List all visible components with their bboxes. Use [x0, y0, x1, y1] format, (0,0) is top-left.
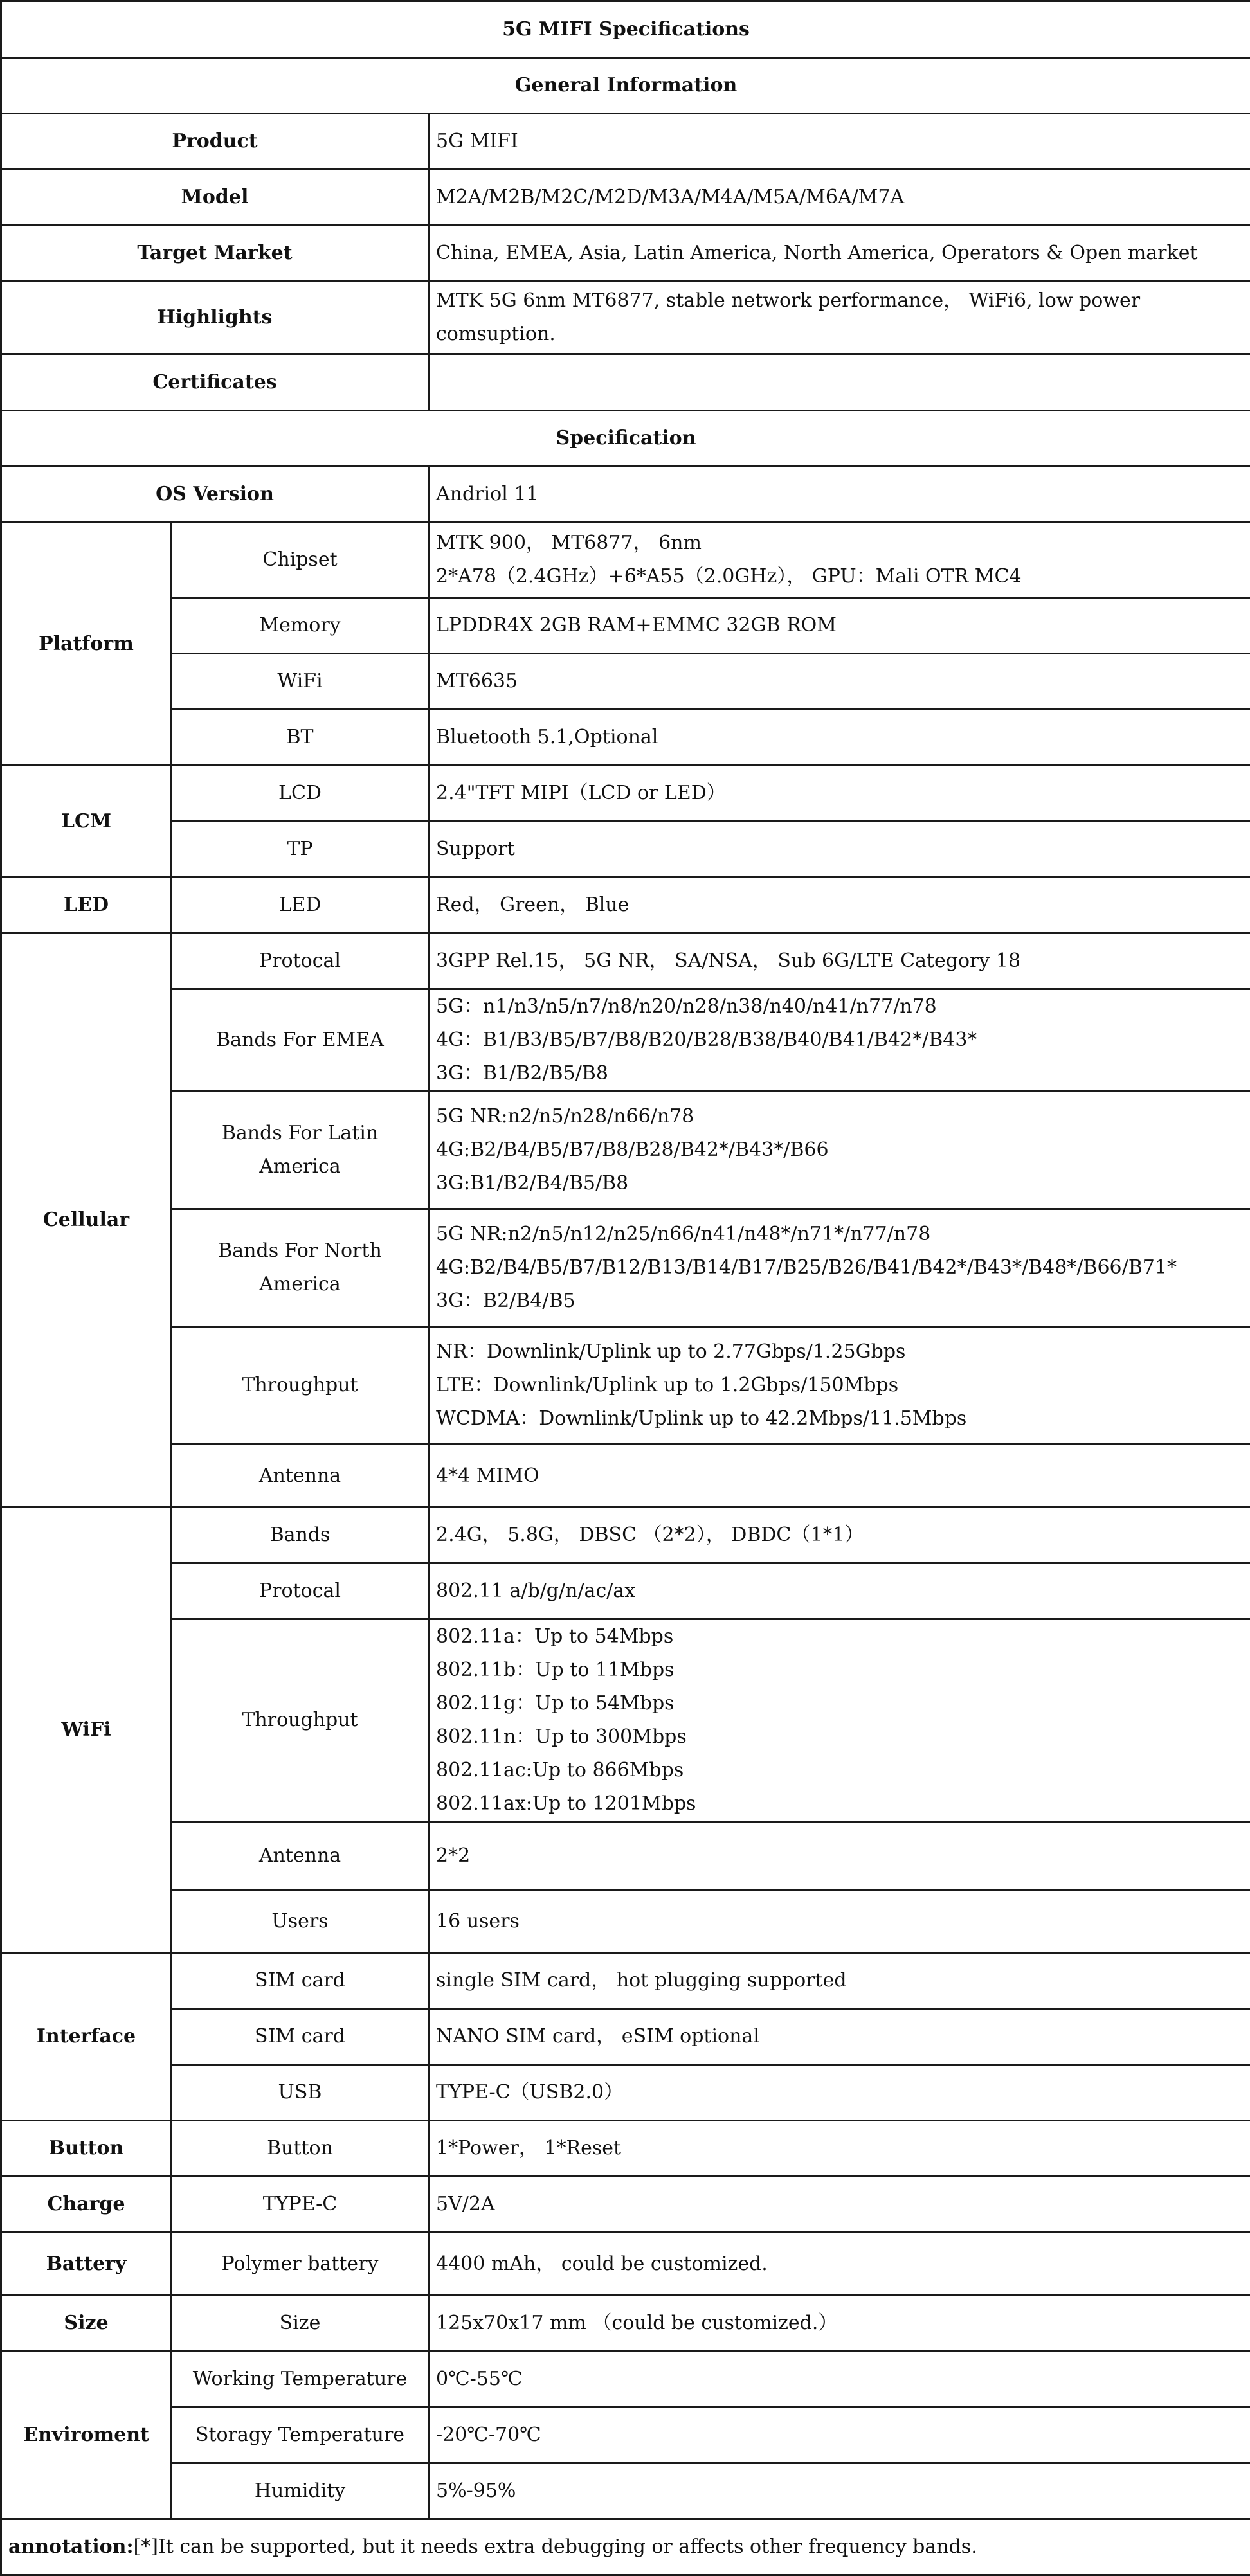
spec-sub-label: Bands For North America — [172, 1209, 429, 1327]
spec-row — [1, 354, 1250, 411]
spec-row — [1, 282, 1250, 354]
spec-value-line: 802.11g：Up to 54Mbps — [436, 1687, 1244, 1720]
spec-sub-label: Protocal — [172, 1563, 429, 1619]
spec-row — [1, 226, 1250, 282]
spec-value: MTK 5G 6nm MT6877, stable network performance， WiFi6, low power comsuption. — [429, 282, 1250, 354]
spec-sub-label: Antenna — [172, 1822, 429, 1890]
spec-value — [429, 2463, 1250, 2519]
spec-value-line: 2*2 — [436, 1839, 1244, 1873]
spec-value-line: 4G:B2/B4/B5/B7/B8/B28/B42*/B43*/B66 — [436, 1133, 1244, 1167]
annotation — [1, 2519, 1250, 2575]
spec-value — [429, 710, 1250, 766]
spec-value — [429, 1619, 1250, 1822]
spec-row — [1, 878, 1250, 933]
spec-value — [429, 2233, 1250, 2296]
spec-row — [1, 710, 1250, 766]
spec-value-line: 125x70x17 mm （could be customized.） — [436, 2307, 1244, 2340]
spec-row — [1, 1327, 1250, 1445]
spec-row — [1, 523, 1250, 598]
group-label-platform: Platform — [1, 523, 172, 766]
spec-value-line: 2.4G， 5.8G， DBSC （2*2）， DBDC（1*1） — [436, 1518, 1244, 1552]
spec-value — [429, 766, 1250, 822]
spec-row — [1, 2408, 1250, 2463]
spec-value-line: 3GPP Rel.15， 5G NR， SA/NSA， Sub 6G/LTE Category 18 — [436, 944, 1244, 978]
annotation-body — [1, 2519, 1250, 2575]
group-label-battery: Battery — [1, 2233, 172, 2296]
spec-value-line: Red， Green， Blue — [436, 888, 1244, 922]
spec-label: OS Version — [1, 467, 429, 523]
annotation-row — [1, 2519, 1250, 2575]
spec-value-line: NR：Downlink/Uplink up to 2.77Gbps/1.25Gbps — [436, 1335, 1244, 1369]
spec-sub-label: Throughput — [172, 1619, 429, 1822]
spec-sub-label: SIM card — [172, 1953, 429, 2009]
spec-value — [429, 354, 1250, 411]
spec-sub-label: SIM card — [172, 2009, 429, 2065]
spec-sub-label: Bands For Latin America — [172, 1092, 429, 1209]
spec-value-line: 802.11 a/b/g/n/ac/ax — [436, 1574, 1244, 1608]
spec-value-line: 5G NR:n2/n5/n12/n25/n66/n41/n48*/n71*/n77/n78 — [436, 1218, 1244, 1251]
spec-value — [429, 933, 1250, 989]
spec-sub-label: Working Temperature — [172, 2352, 429, 2408]
spec-row — [1, 1822, 1250, 1890]
spec-sub-label: Antenna — [172, 1445, 429, 1508]
spec-sub-label: Bands For EMEA — [172, 989, 429, 1092]
spec-row — [1, 170, 1250, 226]
spec-value-line: 5%-95% — [436, 2474, 1244, 2508]
spec-value-line: MTK 900， MT6877， 6nm — [436, 527, 1244, 560]
group-label-wifi: WiFi — [1, 1508, 172, 1953]
spec-sub-label: Protocal — [172, 933, 429, 989]
spec-row — [1, 2233, 1250, 2296]
title-row — [1, 1, 1250, 58]
spec-value-line: 5V/2A — [436, 2188, 1244, 2221]
spec-value — [429, 2352, 1250, 2408]
spec-value — [429, 2296, 1250, 2352]
spec-row — [1, 1563, 1250, 1619]
spec-row — [1, 933, 1250, 989]
spec-sub-label: USB — [172, 2065, 429, 2121]
page-title: 5G MIFI Specifications — [1, 1, 1250, 58]
spec-value-line: 4G：B1/B3/B5/B7/B8/B20/B28/B38/B40/B41/B42*/B43* — [436, 1023, 1244, 1057]
spec-value — [429, 822, 1250, 878]
spec-value-line: 3G：B1/B2/B5/B8 — [436, 1057, 1244, 1090]
spec-value: M2A/M2B/M2C/M2D/M3A/M4A/M5A/M6A/M7A — [429, 170, 1250, 226]
spec-value-line: 3G:B1/B2/B4/B5/B8 — [436, 1167, 1244, 1200]
annotation-text: [*]It can be supported, but it needs extra debugging or affects other frequency bands. — [134, 2535, 977, 2558]
spec-value — [429, 1445, 1250, 1508]
spec-sub-label: WiFi — [172, 654, 429, 710]
spec-row — [1, 2463, 1250, 2519]
spec-value — [429, 523, 1250, 598]
spec-value — [429, 2408, 1250, 2463]
spec-value-line: 802.11a：Up to 54Mbps — [436, 1620, 1244, 1653]
spec-value-line: 4400 mAh， could be customized. — [436, 2247, 1244, 2281]
spec-value-line: 2*A78（2.4GHz）+6*A55（2.0GHz）， GPU：Mali OTR MC4 — [436, 560, 1244, 593]
group-label-cellular: Cellular — [1, 933, 172, 1508]
spec-value-line: -20℃-70℃ — [436, 2418, 1244, 2452]
spec-sub-label: Size — [172, 2296, 429, 2352]
spec-value: China, EMEA, Asia, Latin America, North America, Operators & Open market — [429, 226, 1250, 282]
annotation-label: annotation: — [8, 2535, 134, 2558]
group-label-size: Size — [1, 2296, 172, 2352]
spec-sub-label: BT — [172, 710, 429, 766]
spec-value-line: Bluetooth 5.1,Optional — [436, 721, 1244, 754]
group-label-charge: Charge — [1, 2177, 172, 2233]
spec-value — [429, 989, 1250, 1092]
spec-sub-label: Throughput — [172, 1327, 429, 1445]
group-label-lcm: LCM — [1, 766, 172, 878]
spec-sub-label: LCD — [172, 766, 429, 822]
section-header-specification: Specification — [1, 411, 1250, 467]
spec-sub-label: Users — [172, 1890, 429, 1953]
spec-value-line: 3G：B2/B4/B5 — [436, 1284, 1244, 1318]
spec-value — [429, 1822, 1250, 1890]
spec-value-line: 4*4 MIMO — [436, 1459, 1244, 1493]
spec-row — [1, 598, 1250, 654]
spec-sub-label: Humidity — [172, 2463, 429, 2519]
spec-table-body — [1, 1, 1250, 523]
spec-row — [1, 1209, 1250, 1327]
group-label-enviroment: Enviroment — [1, 2352, 172, 2519]
spec-value-line: 0℃-55℃ — [436, 2363, 1244, 2396]
spec-value-line: 802.11ac:Up to 866Mbps — [436, 1754, 1244, 1787]
spec-row — [1, 2121, 1250, 2177]
spec-value — [429, 1508, 1250, 1563]
spec-row — [1, 2065, 1250, 2121]
spec-value — [429, 1092, 1250, 1209]
spec-value-line: 5G NR:n2/n5/n28/n66/n78 — [436, 1100, 1244, 1133]
spec-row — [1, 1890, 1250, 1953]
spec-value: Andriol 11 — [429, 467, 1250, 523]
spec-label: Model — [1, 170, 429, 226]
spec-row — [1, 2296, 1250, 2352]
spec-value-line: MT6635 — [436, 665, 1244, 698]
spec-value — [429, 2065, 1250, 2121]
spec-value-line: single SIM card， hot plugging supported — [436, 1964, 1244, 1997]
spec-value-line: LTE：Downlink/Uplink up to 1.2Gbps/150Mbps — [436, 1369, 1244, 1402]
spec-value — [429, 1890, 1250, 1953]
spec-value-line: NANO SIM card， eSIM optional — [436, 2020, 1244, 2053]
spec-row — [1, 989, 1250, 1092]
spec-value-line: 5G：n1/n3/n5/n7/n8/n20/n28/n38/n40/n41/n77/n78 — [436, 990, 1244, 1023]
spec-sub-label: TYPE-C — [172, 2177, 429, 2233]
spec-value-line: 802.11ax:Up to 1201Mbps — [436, 1787, 1244, 1821]
spec-sub-label: Button — [172, 2121, 429, 2177]
spec-row — [1, 2352, 1250, 2408]
spec-value — [429, 1953, 1250, 2009]
spec-value — [429, 2009, 1250, 2065]
section-header-general: General Information — [1, 58, 1250, 114]
section-row — [1, 58, 1250, 114]
spec-label: Certificates — [1, 354, 429, 411]
spec-row — [1, 654, 1250, 710]
spec-row — [1, 1445, 1250, 1508]
spec-label: Target Market — [1, 226, 429, 282]
spec-sub-label: Chipset — [172, 523, 429, 598]
spec-sub-label: Polymer battery — [172, 2233, 429, 2296]
spec-sub-label: Memory — [172, 598, 429, 654]
spec-sub-label: TP — [172, 822, 429, 878]
spec-row — [1, 1619, 1250, 1822]
spec-value-line: 802.11n：Up to 300Mbps — [436, 1720, 1244, 1754]
spec-value-line: Support — [436, 833, 1244, 866]
spec-value-line: 802.11b：Up to 11Mbps — [436, 1653, 1244, 1687]
spec-groups — [1, 523, 1250, 2519]
spec-label: Highlights — [1, 282, 429, 354]
spec-row — [1, 2009, 1250, 2065]
spec-value-line: LPDDR4X 2GB RAM+EMMC 32GB ROM — [436, 609, 1244, 642]
spec-row — [1, 467, 1250, 523]
spec-value — [429, 1327, 1250, 1445]
spec-sub-label: Storagy Temperature — [172, 2408, 429, 2463]
spec-value-line: 2.4"TFT MIPI（LCD or LED） — [436, 777, 1244, 810]
spec-value-line: WCDMA：Downlink/Uplink up to 42.2Mbps/11.5Mbps — [436, 1402, 1244, 1436]
section-row — [1, 411, 1250, 467]
spec-value-line: 16 users — [436, 1905, 1244, 1938]
spec-row — [1, 1508, 1250, 1563]
group-label-button: Button — [1, 2121, 172, 2177]
spec-value-line: TYPE-C（USB2.0） — [436, 2076, 1244, 2109]
group-label-led: LED — [1, 878, 172, 933]
spec-row — [1, 2177, 1250, 2233]
spec-row — [1, 766, 1250, 822]
spec-row — [1, 1092, 1250, 1209]
spec-value: 5G MIFI — [429, 114, 1250, 170]
spec-row — [1, 822, 1250, 878]
spec-value — [429, 654, 1250, 710]
spec-row — [1, 114, 1250, 170]
spec-value — [429, 1209, 1250, 1327]
spec-value-line: 4G:B2/B4/B5/B7/B12/B13/B14/B17/B25/B26/B41/B42*/B43*/B48*/B66/B71* — [436, 1251, 1244, 1284]
spec-value — [429, 878, 1250, 933]
spec-value-line: 1*Power， 1*Reset — [436, 2132, 1244, 2165]
spec-value — [429, 1563, 1250, 1619]
spec-sub-label: Bands — [172, 1508, 429, 1563]
spec-value — [429, 598, 1250, 654]
spec-value — [429, 2177, 1250, 2233]
spec-row — [1, 1953, 1250, 2009]
group-label-interface: Interface — [1, 1953, 172, 2121]
spec-value — [429, 2121, 1250, 2177]
spec-label: Product — [1, 114, 429, 170]
spec-sub-label: LED — [172, 878, 429, 933]
